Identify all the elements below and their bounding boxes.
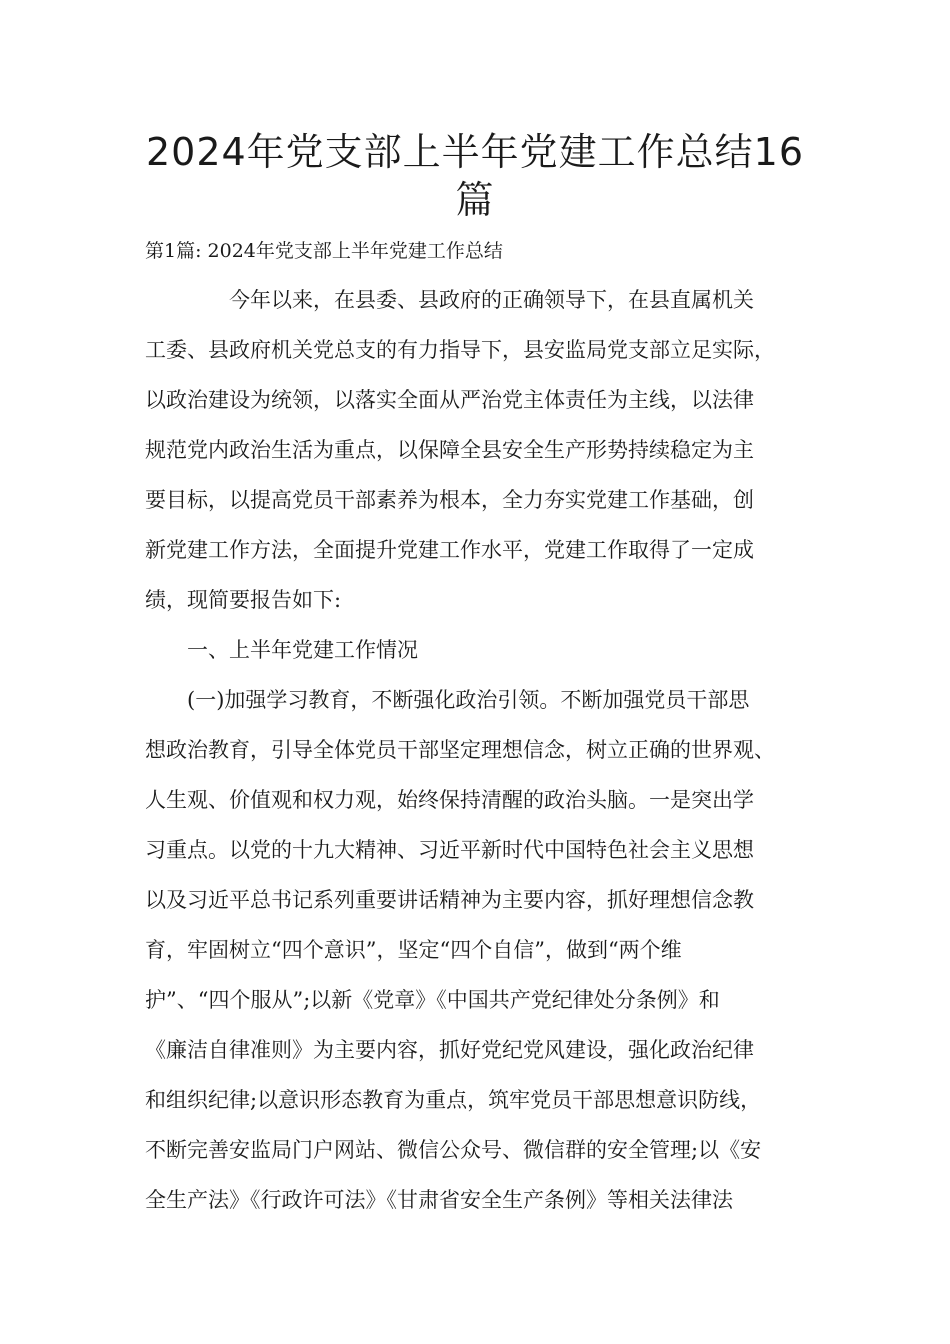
section-heading: 第1篇: 2024年党支部上半年党建工作总结 xyxy=(145,240,503,262)
body-line: 想政治教育，引导全体党员干部坚定理想信念，树立正确的世界观、 xyxy=(145,738,775,762)
title-line-2: 篇 xyxy=(455,178,495,222)
body-line: 新党建工作方法，全面提升党建工作水平，党建工作取得了一定成 xyxy=(145,538,754,562)
body-line: 不断完善安监局门户网站、微信公众号、微信群的安全管理;以《安 xyxy=(145,1138,762,1162)
body-line: 绩，现简要报告如下: xyxy=(145,588,342,612)
body-line: 全生产法》《行政许可法》《甘肃省安全生产条例》等相关法律法 xyxy=(145,1188,733,1212)
body-line: 规范党内政治生活为重点，以保障全县安全生产形势持续稳定为主 xyxy=(145,438,754,462)
body-line: 习重点。以党的十九大精神、习近平新时代中国特色社会主义思想 xyxy=(145,838,754,862)
body-line: 今年以来，在县委、县政府的正确领导下，在县直属机关 xyxy=(145,288,754,312)
body-line: (一)加强学习教育，不断强化政治引领。不断加强党员干部思 xyxy=(145,688,750,712)
body-line: 以及习近平总书记系列重要讲话精神为主要内容，抓好理想信念教 xyxy=(145,888,754,912)
body-line: 人生观、价值观和权力观，始终保持清醒的政治头脑。一是突出学 xyxy=(145,788,754,812)
body-line: 以政治建设为统领，以落实全面从严治党主体责任为主线，以法律 xyxy=(145,388,754,412)
body-line: 护”、“四个服从”;以新《党章》《中国共产党纪律处分条例》和 xyxy=(145,988,720,1012)
body-line: 和组织纪律;以意识形态教育为重点，筑牢党员干部思想意识防线， xyxy=(145,1088,762,1112)
body-line: 《廉洁自律准则》为主要内容，抓好党纪党风建设，强化政治纪律 xyxy=(145,1038,754,1062)
body-line: 育，牢固树立“四个意识”，坚定“四个自信”，做到“两个维 xyxy=(145,938,682,962)
document-title xyxy=(120,128,830,224)
body-line: 工委、县政府机关党总支的有力指导下，县安监局党支部立足实际， xyxy=(145,338,775,362)
section-heading-1: 一、上半年党建工作情况 xyxy=(145,638,418,662)
body-line: 要目标，以提高党员干部素养为根本，全力夯实党建工作基础，创 xyxy=(145,488,754,512)
title-line-1: 2024年党支部上半年党建工作总结16 xyxy=(145,130,805,174)
